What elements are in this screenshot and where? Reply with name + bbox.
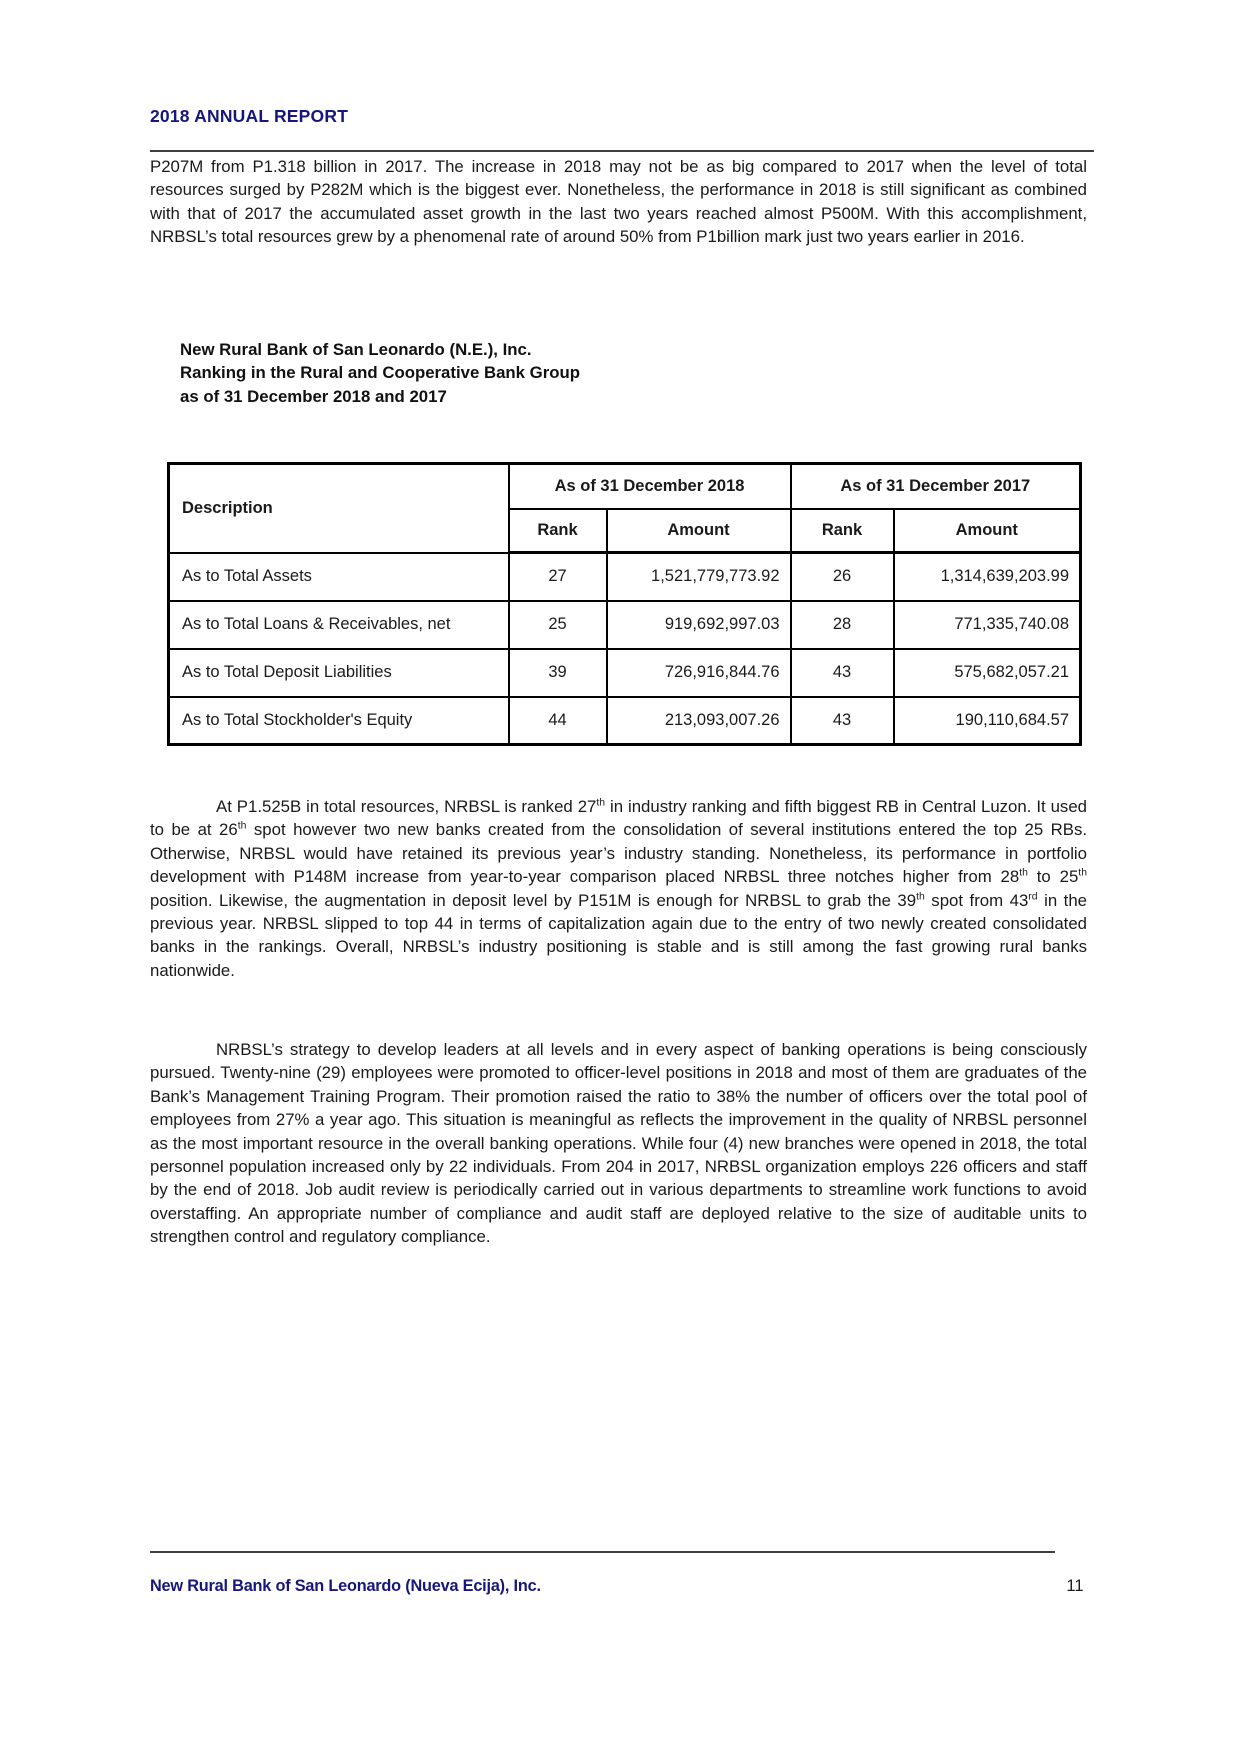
footer-bank-name: New Rural Bank of San Leonardo (Nueva Ecija), Inc.: [150, 1577, 541, 1595]
cell-description: As to Total Loans & Receivables, net: [169, 601, 509, 649]
body-paragraph-3: NRBSL’s strategy to develop leaders at all levels and in every aspect of banking operations is being consciously pursued. Twenty-nine (29) employees were promoted to officer-level positions in 2018 and most of them are graduates of the Bank’s Management Training Program. Their promotion raised the ratio to 38% the number of officers over the total pool of employees from 27% a year ago. This situation is meaningful as reflects the improvement in the quality of NRBSL personnel as the most important resource in the overall banking operations. While four (4) new branches were opened in 2018, the total personnel population increased only by 22 individuals. From 204 in 2017, NRBSL organization employs 226 officers and staff by the end of 2018. Job audit review is periodically carried out in various departments to streamline work functions to avoid overstaffing. An appropriate number of compliance and audit staff are deployed relative to the size of auditable units to strengthen control and regulatory compliance.: [150, 1040, 1087, 1247]
table-caption: [180, 338, 580, 408]
ranking-table: [167, 462, 1082, 746]
table-row: [169, 697, 1081, 745]
col-header-rank-2018: Rank: [509, 509, 607, 553]
cell-rank-2018: 25: [509, 601, 607, 649]
page-header-title: 2018 ANNUAL REPORT: [150, 106, 349, 126]
col-header-amount-2017: Amount: [894, 509, 1081, 553]
table-row: [169, 601, 1081, 649]
cell-amount-2017: 1,314,639,203.99: [894, 553, 1081, 601]
body-paragraph-2: At P1.525B in total resources, NRBSL is ranked 27th in industry ranking and fifth biggest RB in Central Luzon. It used to be at 26th spot however two new banks created from the consolidation of several institutions entered the top 25 RBs. Otherwise, NRBSL would have retained its previous year’s industry standing. Nonetheless, its performance in portfolio development with P148M increase from year-to-year comparison placed NRBSL three notches higher from 28th to 25th position. Likewise, the augmentation in deposit level by P151M is enough for NRBSL to grab the 39th spot from 43rd in the previous year. NRBSL slipped to top 44 in terms of capitalization again due to the entry of two newly created consolidated banks in the rankings. Overall, NRBSL’s industry positioning is stable and is still among the fast growing rural banks nationwide.: [150, 797, 1088, 980]
cell-description: As to Total Stockholder's Equity: [169, 697, 509, 745]
table-caption-line-3: as of 31 December 2018 and 2017: [180, 386, 447, 406]
col-header-amount-2018: Amount: [607, 509, 791, 553]
cell-amount-2018: 919,692,997.03: [607, 601, 791, 649]
cell-rank-2017: 26: [791, 553, 894, 601]
table-caption-line-1: New Rural Bank of San Leonardo (N.E.), Inc.: [180, 340, 532, 359]
cell-description: As to Total Deposit Liabilities: [169, 649, 509, 697]
cell-rank-2018: 39: [509, 649, 607, 697]
cell-amount-2018: 726,916,844.76: [607, 649, 791, 697]
col-header-description: Description: [169, 464, 509, 553]
cell-rank-2017: 43: [791, 697, 894, 745]
cell-description: As to Total Assets: [169, 553, 509, 601]
header-rule: [150, 150, 1094, 152]
body-paragraph-1: P207M from P1.318 billion in 2017. The increase in 2018 may not be as big compared to 2017 when the level of total resources surged by P282M which is the biggest ever. Nonetheless, the performance in 2018 is still significant as combined with that of 2017 the accumulated asset growth in the last two years reached almost P500M. With this accomplishment, NRBSL’s total resources grew by a phenomenal rate of around 50% from P1billion mark just two years earlier in 2016.: [150, 157, 1087, 247]
table-caption-line-2: Ranking in the Rural and Cooperative Bank Group: [180, 363, 581, 383]
table-row: [169, 649, 1081, 697]
col-group-2018: As of 31 December 2018: [509, 464, 791, 509]
cell-rank-2017: 43: [791, 649, 894, 697]
col-header-rank-2017: Rank: [791, 509, 894, 553]
cell-amount-2018: 1,521,779,773.92: [607, 553, 791, 601]
cell-amount-2017: 771,335,740.08: [894, 601, 1081, 649]
table-row: [169, 553, 1081, 601]
cell-amount-2017: 190,110,684.57: [894, 697, 1081, 745]
cell-rank-2018: 27: [509, 553, 607, 601]
footer-page-number: 11: [1066, 1577, 1084, 1595]
col-group-2017: As of 31 December 2017: [791, 464, 1081, 509]
cell-amount-2018: 213,093,007.26: [607, 697, 791, 745]
cell-rank-2017: 28: [791, 601, 894, 649]
footer-rule: [150, 1551, 1055, 1553]
cell-amount-2017: 575,682,057.21: [894, 649, 1081, 697]
cell-rank-2018: 44: [509, 697, 607, 745]
